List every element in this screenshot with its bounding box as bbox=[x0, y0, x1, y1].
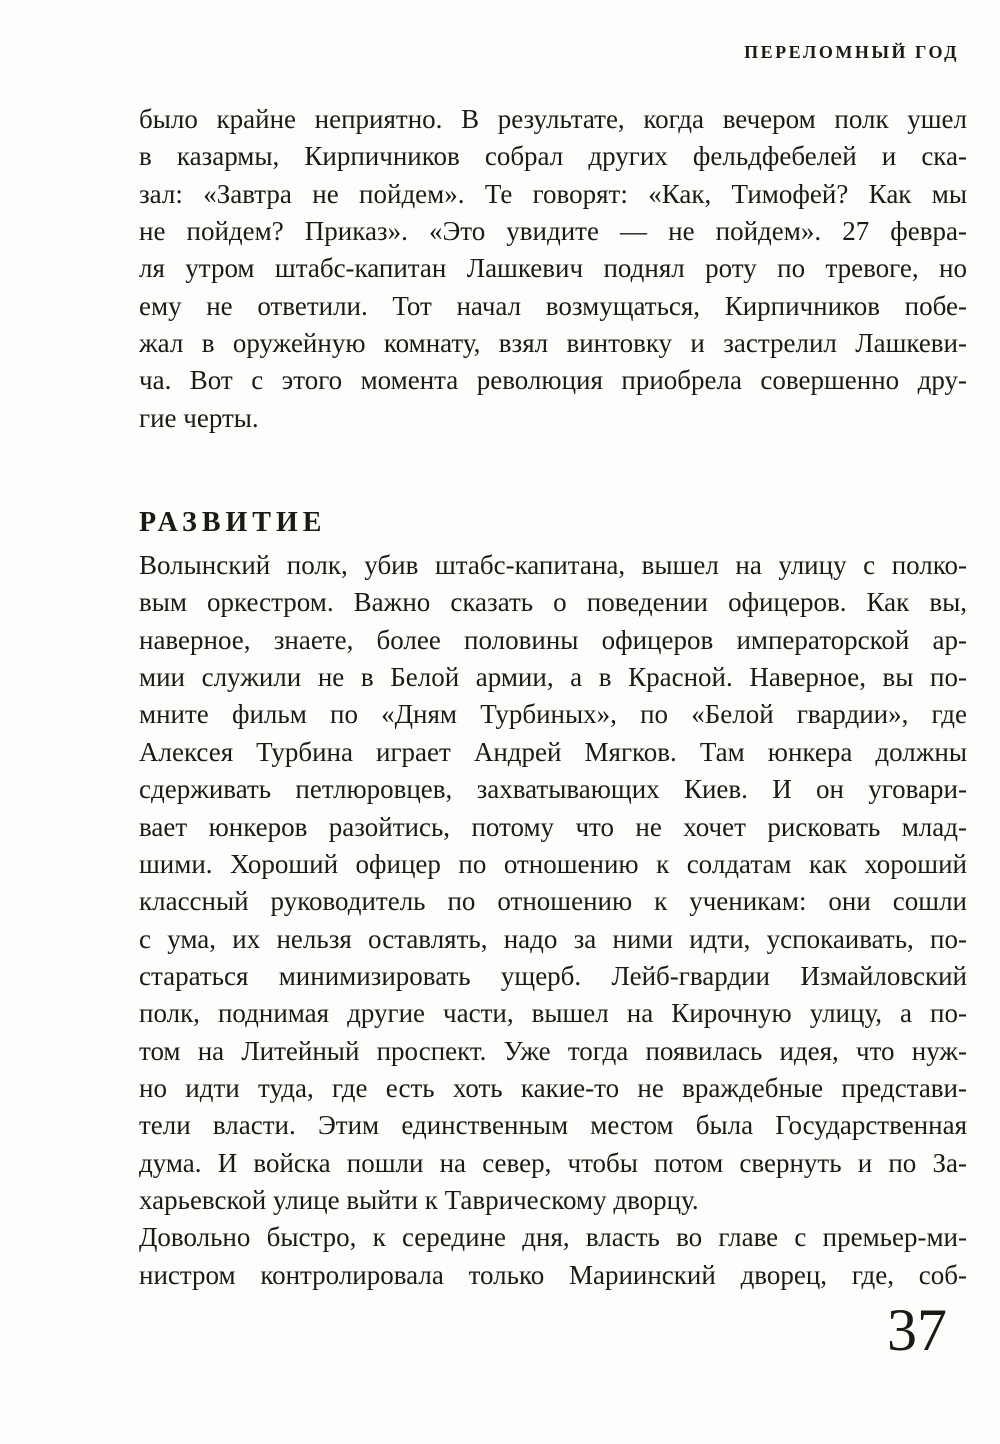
section-heading: РАЗВИТИЕ bbox=[139, 507, 327, 539]
text-line: ему не ответили. Тот начал возмущаться, Кирпичников побе- bbox=[139, 290, 967, 321]
text-line: ля утром штабс-капитан Лашкевич поднял роту по тревоге, но bbox=[139, 253, 967, 284]
page-number: 37 bbox=[887, 1297, 947, 1363]
text-line: ча. Вот с этого момента революция приобрела совершенно дру- bbox=[139, 365, 967, 396]
text-line: тели власти. Этим единственным местом была Государственная bbox=[139, 1110, 967, 1141]
text-line: было крайне неприятно. В результате, когда вечером полк ушел bbox=[139, 104, 967, 134]
text-line: не пойдем? Приказ». «Это увидите — не пойдем». 27 февра- bbox=[139, 216, 967, 247]
paragraph bbox=[139, 101, 967, 437]
text-line: но идти туда, где есть хоть какие-то не враждебные представи- bbox=[139, 1072, 967, 1103]
text-line: Волынский полк, убив штабс-капитана, вышел на улицу с полко- bbox=[139, 550, 967, 581]
text-line: наверное, знаете, более половины офицеров императорской ар- bbox=[139, 624, 967, 655]
text-line: гие черты. bbox=[139, 402, 259, 433]
text-line: Довольно быстро, к середине дня, власть во главе с премьер-ми- bbox=[139, 1222, 967, 1253]
text-line: дума. И войска пошли на север, чтобы потом свернуть и по За- bbox=[139, 1147, 967, 1178]
text-line: зал: «Завтра не пойдем». Те говорят: «Как, Тимофей? Как мы bbox=[139, 178, 967, 209]
text-column bbox=[139, 101, 967, 1294]
running-header: ПЕРЕЛОМНЫЙ ГОД bbox=[744, 42, 959, 62]
text-line: шими. Хороший офицер по отношению к солдатам как хороший bbox=[139, 848, 967, 879]
text-line: том на Литейный проспект. Уже тогда появилась идея, что нуж- bbox=[139, 1035, 967, 1066]
text-line: харьевской улице выйти к Таврическому дворцу. bbox=[139, 1184, 699, 1215]
text-line: сдерживать петлюровцев, захватывающих Киев. И он уговари- bbox=[139, 774, 967, 805]
text-line: вым оркестром. Важно сказать о поведении офицеров. Как вы, bbox=[139, 587, 967, 618]
text-line: полк, поднимая другие части, вышел на Кирочную улицу, а по- bbox=[139, 998, 967, 1029]
text-line: Алексея Турбина играет Андрей Мягков. Там юнкера должны bbox=[139, 736, 967, 767]
text-line: вает юнкеров разойтись, потому что не хочет рисковать млад- bbox=[139, 811, 967, 842]
text-line: с ума, их нельзя оставлять, надо за ними идти, успокаивать, по- bbox=[139, 923, 967, 954]
text-line: стараться минимизировать ущерб. Лейб-гвардии Измайловский bbox=[139, 960, 967, 991]
text-line: жал в оружейную комнату, взял винтовку и застрелил Лашкеви- bbox=[139, 328, 967, 359]
text-line: нистром контролировала только Мариинский дворец, где, соб- bbox=[139, 1259, 967, 1290]
paragraph bbox=[139, 1219, 967, 1294]
text-line: мии служили не в Белой армии, а в Красной. Наверное, вы по- bbox=[139, 662, 967, 693]
text-line: классный руководитель по отношению к ученикам: они сошли bbox=[139, 886, 967, 917]
text-line: мните фильм по «Дням Турбиных», по «Белой гвардии», где bbox=[139, 699, 967, 730]
text-line: в казармы, Кирпичников собрал других фельдфебелей и ска- bbox=[139, 141, 967, 172]
paragraph bbox=[139, 547, 967, 1219]
